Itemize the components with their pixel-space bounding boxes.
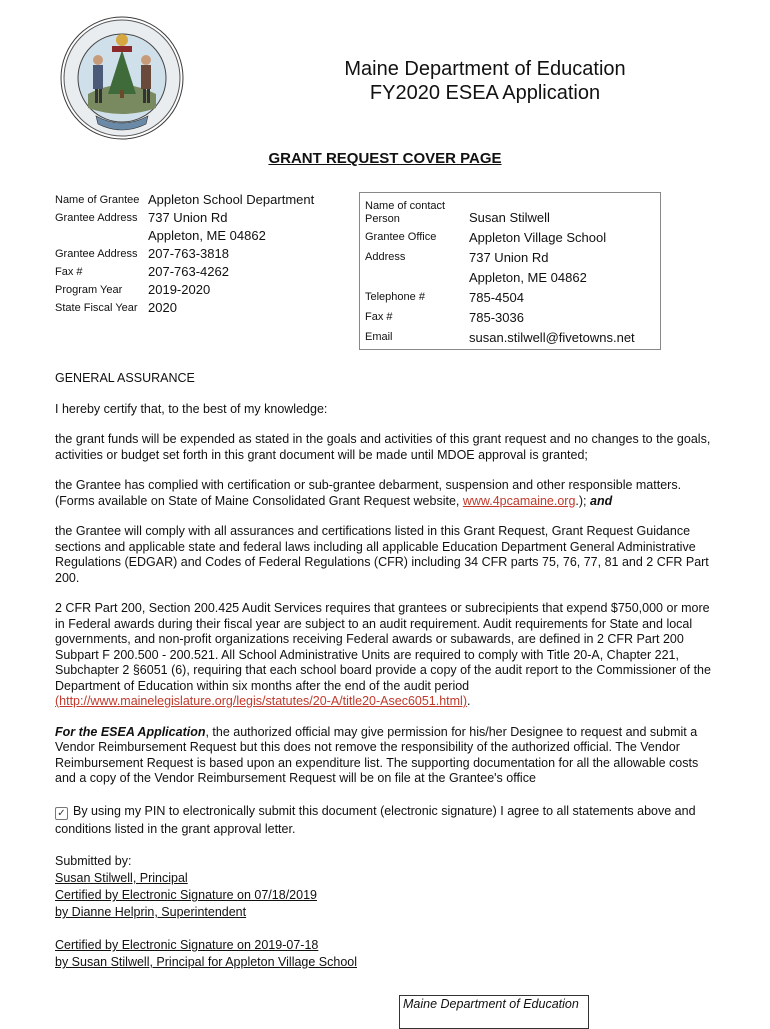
certify-statement: I hereby certify that, to the best of my knowledge:: [55, 401, 328, 416]
grantee-label: State Fiscal Year: [55, 302, 138, 314]
grantee-label: Fax #: [55, 266, 83, 278]
certification-line: Certified by Electronic Signature on 07/18/2019: [55, 888, 317, 902]
certification-signer: by Susan Stilwell, Principal for Appleton Village School: [55, 955, 358, 969]
grantee-value: 737 Union Rd: [148, 210, 228, 225]
contact-email-value: susan.stilwell@fivetowns.net: [469, 330, 635, 345]
contact-address-line1: 737 Union Rd: [469, 250, 549, 265]
esea-paragraph: [55, 725, 720, 787]
contact-name-label-2: Person: [365, 213, 400, 225]
grantee-value: 2019-2020: [148, 282, 211, 297]
grantee-value: Appleton School Department: [148, 192, 315, 207]
certification-signer: by Dianne Helprin, Superintendent: [55, 905, 247, 919]
assurance-body: [55, 371, 720, 853]
contact-name-label-1: Name of contact: [365, 200, 446, 212]
header-department: Maine Department of Education: [344, 58, 626, 80]
contact-box: [359, 192, 661, 350]
grantee-label: Grantee Address: [55, 248, 138, 260]
submitted-by-label: Submitted by:: [55, 854, 132, 868]
contact-address-line2: Appleton, ME 04862: [469, 270, 587, 285]
assurance-paragraph: the Grantee will comply with all assurances and certifications listed in this Grant Request, Grant Request Guidance sections and applicable state and federal laws including all applicable Education Department General Administrative Regulations (EDGAR) and Codes of Federal Regulations (CFR) including 34 CFR parts 75, 76, 77, 81 and 2 CFR Part 200.: [55, 524, 709, 585]
grantee-value: 2020: [148, 300, 177, 315]
contact-address-label: Address: [365, 251, 406, 263]
website-link[interactable]: www.4pcamaine.org: [462, 493, 576, 508]
contact-fax-label: Fax #: [365, 311, 393, 323]
pin-agreement: [55, 802, 720, 838]
grantee-value: 207-763-4262: [148, 264, 229, 279]
and-emphasis: and: [590, 493, 613, 508]
grantee-label: Program Year: [55, 284, 123, 296]
paragraph-text: .);: [575, 493, 591, 508]
state-seal-logo: [60, 16, 184, 140]
general-assurance-heading: GENERAL ASSURANCE: [55, 371, 195, 385]
assurance-paragraph: the grant funds will be expended as stated in the goals and activities of this grant request and no changes to the goals, activities or budget set forth in this grant document will be made until MDOE approval is granted;: [55, 432, 711, 462]
contact-telephone-label: Telephone #: [365, 291, 425, 303]
statute-link[interactable]: (http://www.mainelegislature.org/legis/statutes/20-A/title20-Asec6051.html): [55, 694, 467, 708]
grantee-label: Grantee Address: [55, 212, 138, 224]
grantee-label: Name of Grantee: [55, 194, 140, 206]
signature-block: [55, 853, 357, 971]
paragraph-text: .: [467, 694, 471, 708]
contact-office-value: Appleton Village School: [469, 230, 607, 245]
grantee-value: Appleton, ME 04862: [148, 228, 266, 243]
audit-paragraph: [55, 601, 720, 710]
paragraph-text: the Grantee has complied with certification or sub-grantee debarment, suspension and other responsible matters. (Forms available on State of Maine Consolidated Grant Request website,: [55, 478, 682, 508]
contact-telephone-value: 785-4504: [469, 290, 524, 305]
paragraph-text: 2 CFR Part 200, Section 200.425 Audit Services requires that grantees or subrecipients that expend $750,000 or more in Federal awards during their fiscal year are subject to an audit requirement. Audit requirements for State and local governments, and non-profit organizations receiving Federal awards or subawards, are defined in 2 CFR Part 200 Subpart F 200.500 - 200.521. All School Administrative Units are required to comply with Title 20-A, Chapter 221, Subchapter 2 §6051 (6), requiring that each school board provide a copy of the audit report to the Commissioner of the Department of Education within six months after the end of the audit period: [55, 601, 711, 693]
footer-department: Maine Department of Education: [399, 995, 589, 1029]
contact-fax-value: 785-3036: [469, 310, 524, 325]
contact-email-label: Email: [365, 331, 393, 343]
checkbox-checked-icon[interactable]: ✓: [55, 807, 68, 820]
pin-text: By using my PIN to electronically submit this document (electronic signature) I agree to all statements above and conditions listed in the grant approval letter.: [55, 803, 696, 836]
certification-line: Certified by Electronic Signature on 2019-07-18: [55, 938, 319, 952]
paragraph-text: , the authorized official may give permission for his/her Designee to request and submit a Vendor Reimbursement Request but this does not remove the responsibility of the authorized official. The Vendor Reimbursement Request is based upon an expenditure list. The supporting documentation for all the allowable costs and a copy of the Vendor Reimbursement Request will be on file at the Grantee's office: [55, 724, 699, 785]
esea-emphasis: For the ESEA Application: [55, 724, 206, 739]
contact-office-label: Grantee Office: [365, 231, 437, 243]
contact-name-value: Susan Stilwell: [469, 210, 550, 225]
grantee-value: 207-763-3818: [148, 246, 229, 261]
page-title: GRANT REQUEST COVER PAGE: [268, 150, 502, 167]
header-application: FY2020 ESEA Application: [369, 82, 601, 104]
assurance-paragraph: [55, 478, 720, 509]
submitter-name: Susan Stilwell, Principal: [55, 871, 188, 885]
